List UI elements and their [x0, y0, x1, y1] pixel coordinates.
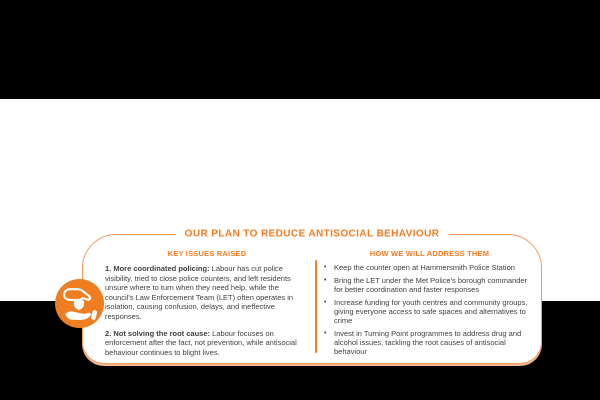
address-column — [323, 249, 536, 361]
issue-text: Labour focuses on enforcement after the fact, not prevention, while antisocial behaviour continues to blight lives. — [105, 328, 297, 357]
address-bullet: • Increase funding for youth centres and community groups, giving everyone access to safe spaces and alternatives to crime — [323, 299, 536, 325]
plan-title: OUR PLAN TO REDUCE ANTISOCIAL BEHAVIOUR — [176, 229, 449, 240]
issue-text: Labour has cut police visibility, tried to close police counters, and left residents unsure where to turn when they need help, while the council's Law Enforcement Team (LET) often operates in isolation, causing confusion, delays, and ineffective responses. — [105, 264, 294, 321]
address-header: HOW WE WILL ADDRESS THEM — [369, 249, 490, 258]
address-bullet-list — [323, 264, 536, 356]
key-issues-header: KEY ISSUES RAISED — [167, 249, 247, 258]
issue-paragraph — [105, 264, 309, 322]
content-area — [0, 99, 600, 357]
address-bullet: • Bring the LET under the Met Police's borough commander for better coordination and faster responses — [323, 277, 536, 295]
issue-lead: 1. More coordinated policing: — [105, 264, 210, 273]
issue-lead: 2. Not solving the root cause: — [105, 328, 211, 338]
letterbox-top — [0, 0, 600, 99]
plan-box — [82, 234, 542, 364]
key-issues-column — [105, 249, 309, 364]
address-bullet: • Invest in Turning Point programmes to address drug and alcohol issues, tackling the root causes of antisocial behaviour — [323, 330, 536, 356]
column-divider — [315, 260, 317, 353]
address-bullet: • Keep the counter open at Hammersmith Police Station — [323, 264, 536, 273]
issue-paragraph — [105, 329, 309, 358]
hands-exchange-icon — [55, 279, 104, 328]
